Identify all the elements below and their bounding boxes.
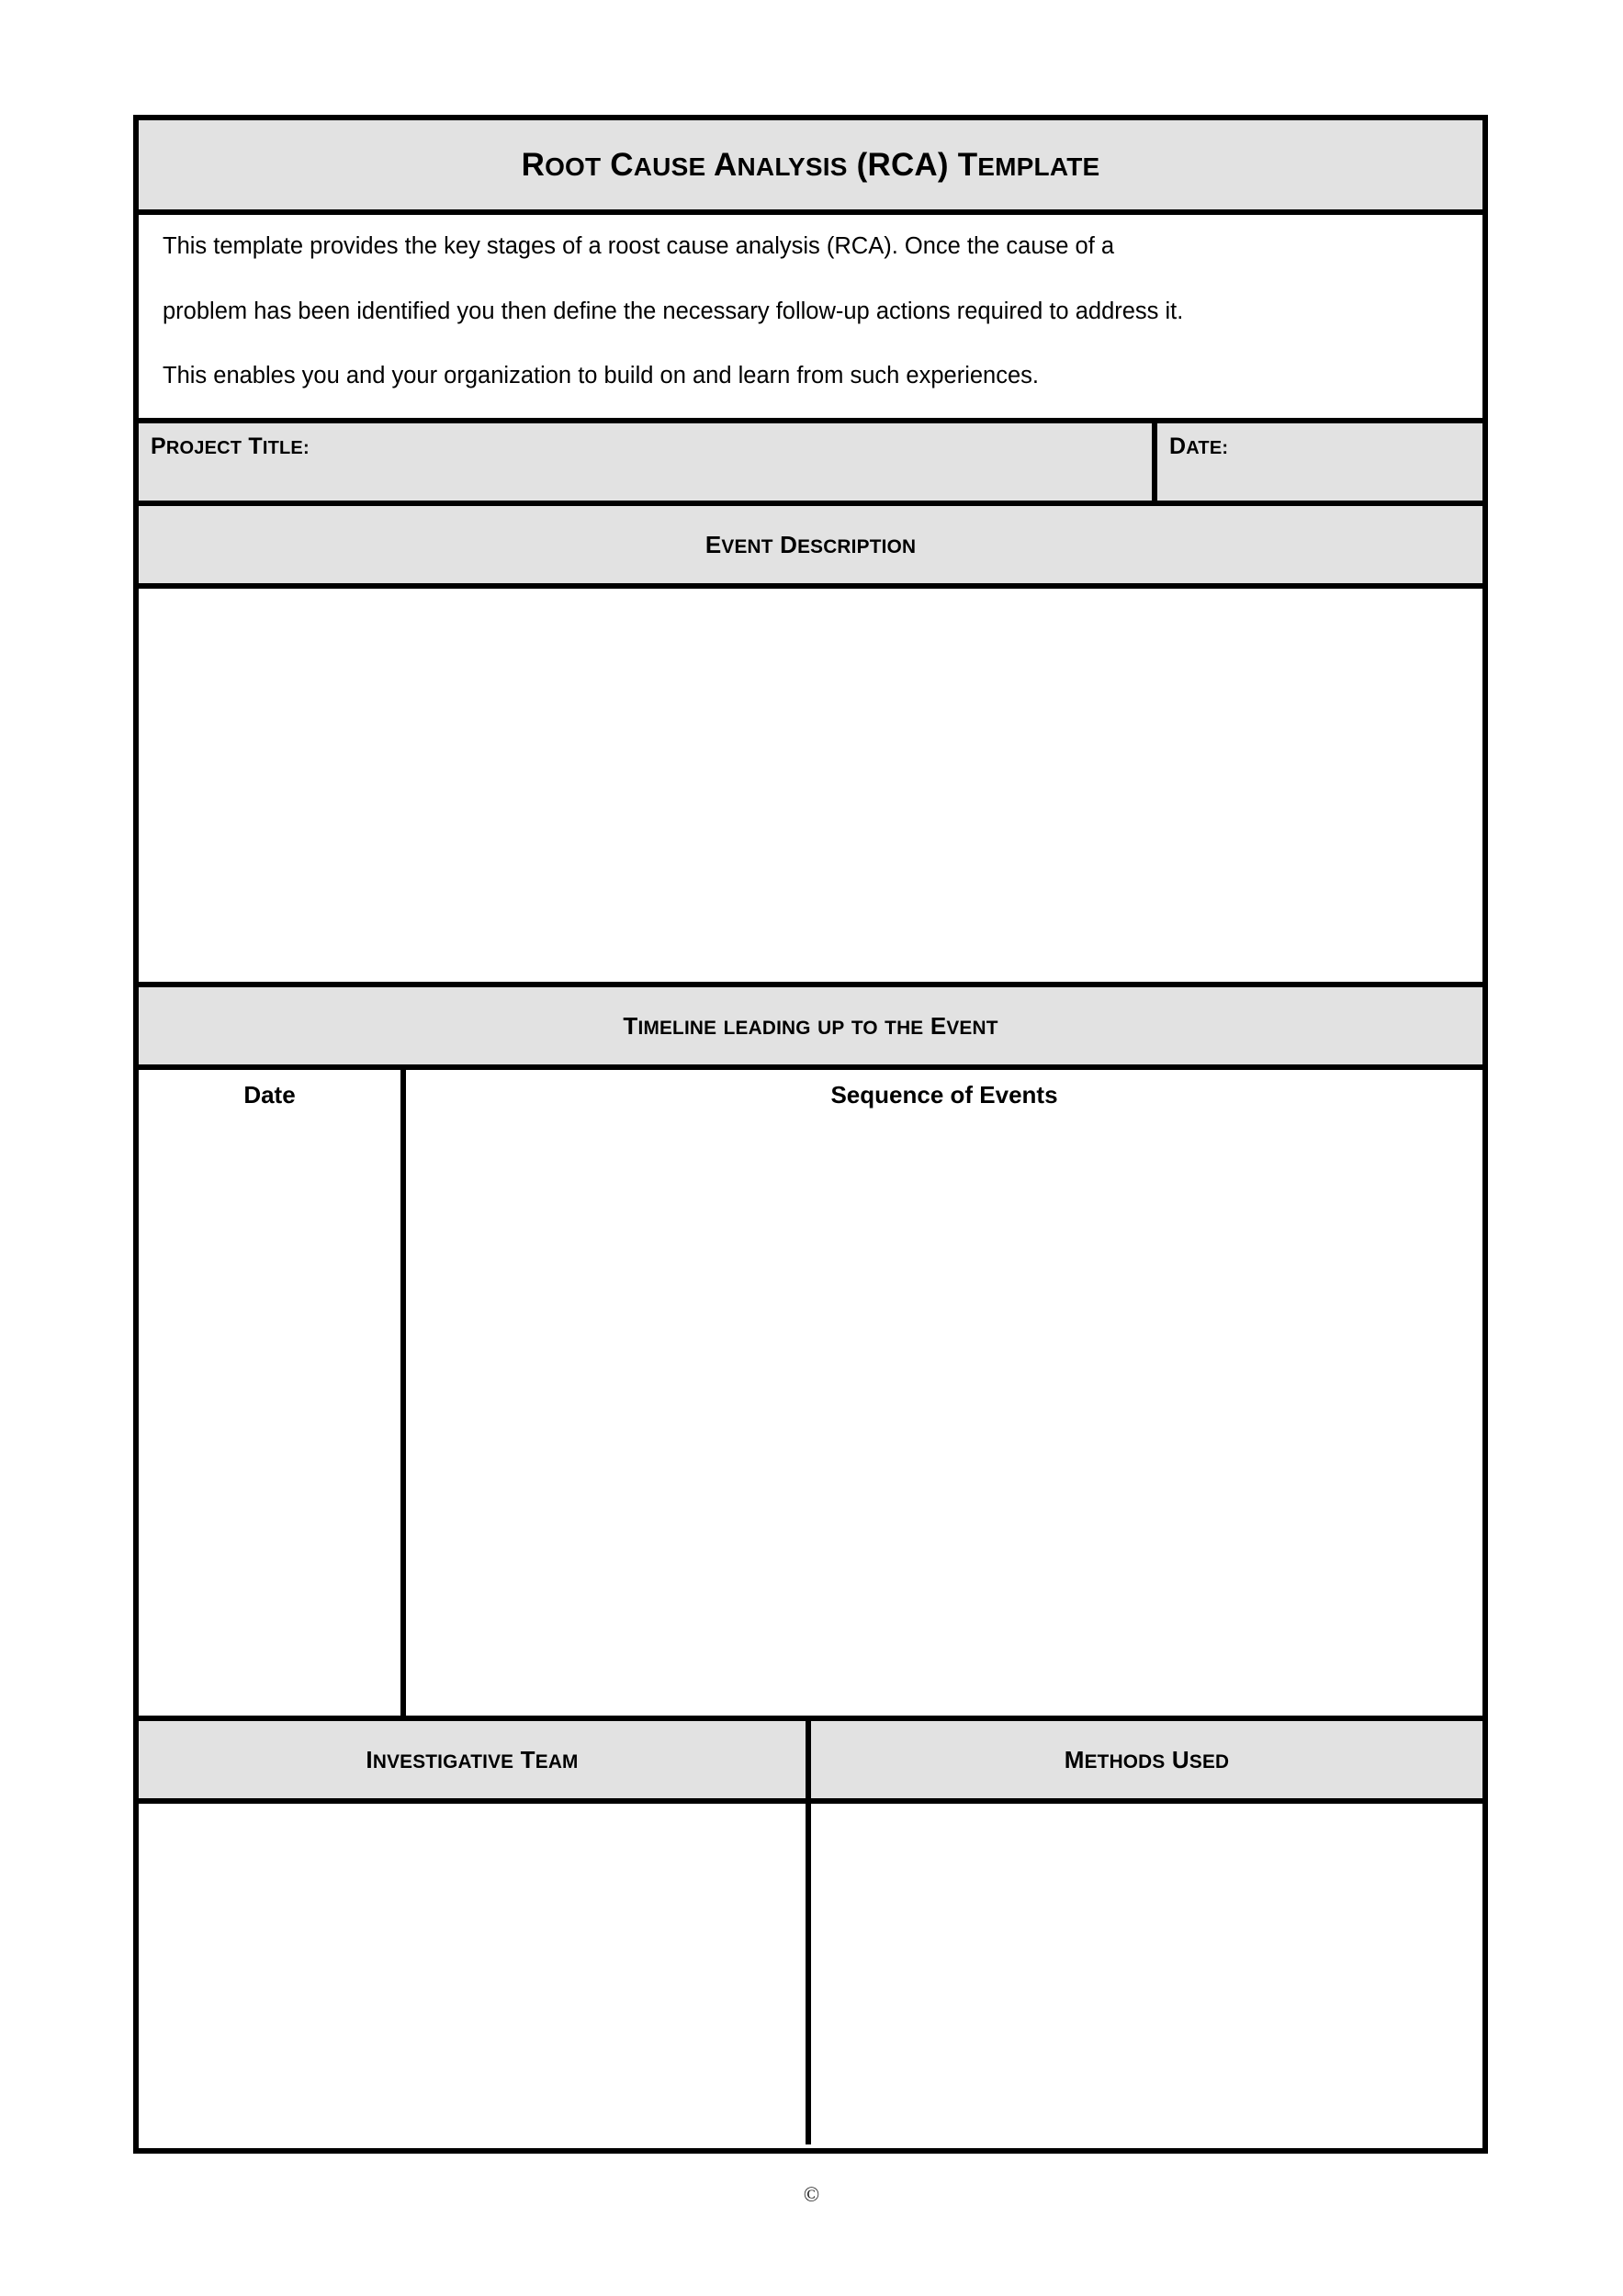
page-title xyxy=(522,149,1100,181)
intro-line-2: problem has been identified you then define the necessary follow-up actions required to address it. xyxy=(163,298,1184,324)
timeline-header xyxy=(139,987,1482,1070)
date-label: DATE: xyxy=(1169,433,1229,459)
timeline-date-column[interactable] xyxy=(139,1070,406,1716)
page-footer xyxy=(0,2184,1623,2206)
bottom-section-header-row xyxy=(139,1721,1482,1804)
document-title-row xyxy=(139,120,1482,215)
event-description-heading: EVENT DESCRIPTION xyxy=(704,530,917,558)
project-meta-row xyxy=(139,423,1482,506)
intro-paragraph-row xyxy=(139,215,1482,423)
methods-used-heading: METHODS USED xyxy=(1064,1745,1230,1773)
intro-line-3: This enables you and your organization to build on and learn from such experiences. xyxy=(163,363,1039,388)
timeline-sequence-column[interactable] xyxy=(406,1070,1482,1716)
date-field[interactable] xyxy=(1157,423,1482,501)
copyright-icon: © xyxy=(803,2183,820,2206)
title-word-analysis: ANALYSIS xyxy=(714,147,848,183)
project-title-label: PROJECT TITLE: xyxy=(151,433,310,459)
investigative-team-input-area[interactable] xyxy=(139,1804,811,2144)
bottom-input-row xyxy=(139,1804,1482,2144)
investigative-team-header xyxy=(139,1721,811,1798)
methods-used-header xyxy=(811,1721,1482,1798)
title-word-template: TEMPLATE xyxy=(957,147,1100,183)
title-word-rca: (RCA) xyxy=(856,147,949,183)
title-word-root: ROOT xyxy=(521,147,602,183)
event-description-input-area[interactable] xyxy=(139,589,1482,987)
project-title-field[interactable] xyxy=(139,423,1157,501)
intro-line-1: This template provides the key stages of a roost cause analysis (RCA). Once the cause of a xyxy=(163,233,1115,259)
title-word-cause: CAUSE xyxy=(610,147,706,183)
investigative-team-heading: INVESTIGATIVE TEAM xyxy=(366,1745,579,1773)
timeline-date-column-header: Date xyxy=(243,1081,296,1109)
rca-template-table xyxy=(133,115,1488,2154)
timeline-sequence-column-header: Sequence of Events xyxy=(830,1081,1058,1109)
timeline-heading: TIMELINE LEADING UP TO THE EVENT xyxy=(623,1011,998,1040)
event-description-header xyxy=(139,506,1482,589)
timeline-table xyxy=(139,1070,1482,1721)
methods-used-input-area[interactable] xyxy=(811,1804,1482,2144)
